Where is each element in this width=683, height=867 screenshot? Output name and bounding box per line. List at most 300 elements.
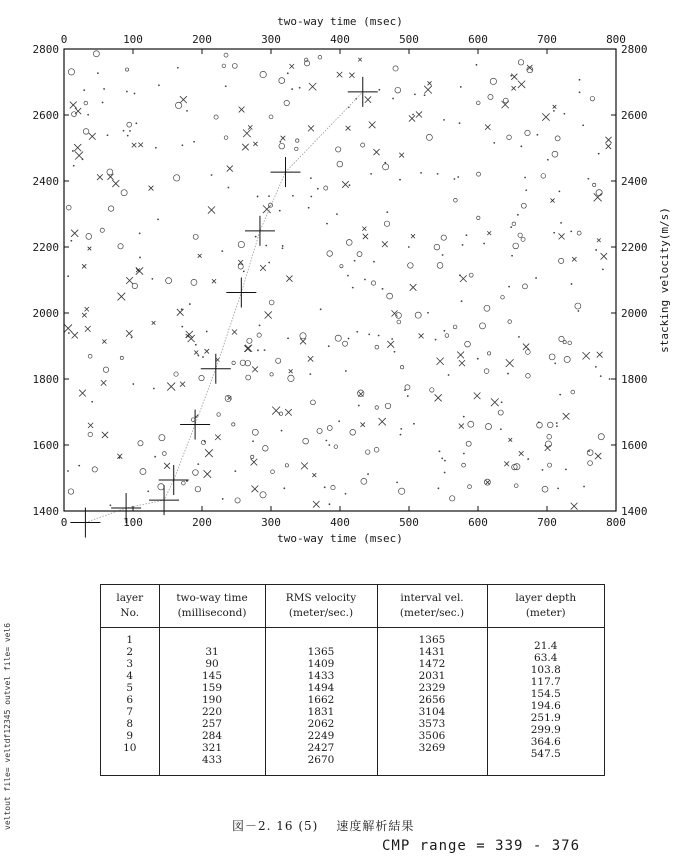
semblance-cross bbox=[272, 407, 280, 415]
semblance-cross bbox=[416, 111, 422, 117]
semblance-dot bbox=[493, 142, 495, 144]
semblance-cross bbox=[553, 105, 557, 109]
semblance-cross bbox=[242, 144, 249, 151]
semblance-dot bbox=[135, 122, 137, 124]
semblance-dot bbox=[570, 230, 572, 232]
semblance-dot bbox=[222, 498, 224, 500]
semblance-circle bbox=[587, 450, 593, 456]
cell-interval-vel: 2031 bbox=[418, 670, 446, 682]
semblance-dot bbox=[310, 177, 312, 179]
x-tick-label-top: 500 bbox=[399, 33, 419, 46]
semblance-circle bbox=[484, 369, 489, 374]
semblance-dot bbox=[364, 279, 366, 281]
semblance-cross bbox=[88, 423, 93, 428]
semblance-dot bbox=[507, 373, 509, 375]
semblance-circle bbox=[526, 350, 531, 355]
cell-layer-depth: 63.4 bbox=[534, 652, 558, 664]
semblance-cross bbox=[167, 383, 175, 391]
semblance-dot bbox=[378, 89, 380, 91]
semblance-dot bbox=[394, 351, 396, 353]
semblance-dot bbox=[427, 312, 429, 314]
semblance-dot bbox=[348, 338, 350, 340]
semblance-cross bbox=[208, 206, 215, 213]
y-tick-label-right: 2800 bbox=[621, 43, 648, 56]
semblance-cross bbox=[411, 234, 415, 238]
semblance-dot bbox=[328, 444, 330, 446]
semblance-circle bbox=[238, 241, 244, 247]
semblance-dot bbox=[460, 86, 462, 88]
semblance-circle bbox=[285, 464, 288, 467]
semblance-cross bbox=[252, 367, 258, 373]
semblance-circle bbox=[159, 435, 165, 441]
semblance-dot bbox=[336, 213, 338, 215]
semblance-dot bbox=[157, 219, 159, 221]
semblance-dot bbox=[153, 388, 155, 390]
cell-layer-depth: 547.5 bbox=[530, 748, 561, 760]
semblance-dot bbox=[553, 232, 555, 234]
x-tick-label-bottom: 400 bbox=[330, 516, 350, 529]
semblance-circle bbox=[247, 338, 252, 343]
semblance-cross bbox=[138, 142, 143, 147]
semblance-dot bbox=[373, 261, 375, 263]
semblance-dot bbox=[525, 189, 527, 191]
figure-number: 図－2. 16 (5) bbox=[232, 819, 319, 833]
x-axis-title-top: two-way time (msec) bbox=[277, 15, 403, 28]
semblance-cross bbox=[502, 101, 509, 108]
semblance-circle bbox=[521, 237, 525, 241]
semblance-circle bbox=[193, 234, 198, 239]
semblance-circle bbox=[508, 320, 512, 324]
semblance-cross bbox=[597, 352, 603, 358]
cell-layers: 10 bbox=[123, 742, 137, 754]
semblance-dot bbox=[252, 440, 254, 442]
semblance-dot bbox=[476, 64, 478, 66]
semblance-dot bbox=[524, 177, 526, 179]
semblance-dot bbox=[420, 172, 422, 174]
semblance-circle bbox=[526, 373, 531, 378]
semblance-cross bbox=[399, 153, 404, 158]
semblance-dot bbox=[508, 286, 510, 288]
semblance-dot bbox=[442, 254, 444, 256]
semblance-cross bbox=[382, 241, 388, 247]
semblance-circle bbox=[191, 279, 197, 285]
semblance-circle bbox=[445, 334, 449, 338]
cell-interval-vel: 3573 bbox=[418, 718, 446, 730]
semblance-cross bbox=[362, 227, 366, 231]
semblance-cross bbox=[204, 349, 209, 354]
semblance-circle bbox=[518, 60, 524, 66]
semblance-cross bbox=[97, 174, 103, 180]
picked-velocity-trend bbox=[85, 92, 362, 523]
semblance-dot bbox=[139, 232, 141, 234]
cell-two-way-time: 145 bbox=[201, 670, 223, 682]
cell-interval-vel: 3506 bbox=[418, 730, 446, 742]
semblance-circle bbox=[469, 273, 473, 277]
semblance-cross bbox=[245, 345, 252, 352]
semblance-dot bbox=[82, 158, 84, 160]
semblance-dot bbox=[579, 79, 581, 81]
cell-interval-vel: 3269 bbox=[418, 742, 446, 754]
semblance-circle bbox=[303, 438, 309, 444]
semblance-cross bbox=[369, 122, 376, 129]
semblance-circle bbox=[195, 486, 200, 491]
semblance-cross bbox=[342, 181, 349, 188]
semblance-circle bbox=[121, 190, 127, 196]
cell-two-way-time: 159 bbox=[201, 682, 223, 694]
semblance-dot bbox=[553, 110, 555, 112]
semblance-dot bbox=[557, 487, 559, 489]
semblance-cross bbox=[550, 198, 554, 202]
semblance-circle bbox=[331, 485, 335, 489]
semblance-dot bbox=[595, 249, 597, 251]
semblance-cross bbox=[74, 144, 81, 151]
semblance-cross bbox=[459, 424, 464, 429]
semblance-cross bbox=[435, 394, 442, 401]
semblance-dot bbox=[287, 72, 289, 74]
x-axis-title-bottom: two-way time (msec) bbox=[277, 532, 403, 545]
semblance-dot bbox=[243, 270, 245, 272]
semblance-dot bbox=[97, 72, 99, 74]
cell-rms-velocity: 1365 bbox=[307, 646, 335, 658]
column-two-way-time bbox=[159, 628, 265, 776]
semblance-dot bbox=[556, 425, 558, 427]
semblance-cross bbox=[248, 125, 252, 129]
semblance-dot bbox=[400, 428, 402, 430]
semblance-dot bbox=[510, 75, 512, 77]
semblance-cross bbox=[194, 350, 198, 354]
semblance-dot bbox=[264, 349, 266, 351]
semblance-cross bbox=[545, 445, 551, 451]
semblance-circle bbox=[507, 135, 512, 140]
x-tick-label-top: 300 bbox=[261, 33, 281, 46]
semblance-circle bbox=[462, 463, 466, 467]
semblance-dot bbox=[83, 89, 85, 91]
semblance-cross bbox=[212, 279, 216, 283]
cell-rms-velocity: 2427 bbox=[307, 742, 335, 754]
semblance-circle bbox=[276, 358, 281, 363]
cell-interval-vel: 1472 bbox=[418, 658, 446, 670]
semblance-circle bbox=[476, 101, 480, 105]
semblance-dot bbox=[78, 465, 80, 467]
semblance-dot bbox=[177, 67, 179, 69]
semblance-dot bbox=[609, 378, 611, 380]
semblance-circle bbox=[288, 375, 294, 381]
semblance-circle bbox=[66, 205, 71, 210]
semblance-circle bbox=[181, 481, 185, 485]
semblance-circle bbox=[269, 115, 273, 119]
semblance-cross bbox=[227, 166, 233, 172]
semblance-circle bbox=[257, 333, 261, 337]
semblance-circle bbox=[100, 228, 104, 232]
cell-layers: 4 bbox=[126, 670, 134, 682]
semblance-circle bbox=[271, 470, 275, 474]
semblance-dot bbox=[457, 176, 459, 178]
semblance-circle bbox=[162, 452, 166, 456]
semblance-dot bbox=[129, 130, 131, 132]
semblance-dot bbox=[68, 332, 70, 334]
semblance-dot bbox=[328, 345, 330, 347]
semblance-cross bbox=[118, 293, 126, 301]
semblance-cross bbox=[511, 74, 517, 80]
semblance-dot bbox=[536, 134, 538, 136]
semblance-dot bbox=[560, 222, 562, 224]
semblance-cross bbox=[216, 358, 220, 362]
semblance-circle bbox=[269, 300, 274, 305]
semblance-dot bbox=[324, 486, 326, 488]
semblance-dot bbox=[483, 243, 485, 245]
y-tick-label-right: 2600 bbox=[621, 109, 648, 122]
semblance-dot bbox=[520, 145, 522, 147]
semblance-cross bbox=[88, 247, 92, 251]
semblance-dot bbox=[547, 159, 549, 161]
semblance-circle bbox=[477, 216, 480, 219]
semblance-circle bbox=[559, 258, 564, 263]
cell-rms-velocity: 2062 bbox=[307, 718, 335, 730]
semblance-dot bbox=[291, 88, 293, 90]
semblance-circle bbox=[270, 373, 273, 376]
semblance-dot bbox=[329, 503, 331, 505]
semblance-circle bbox=[598, 434, 604, 440]
semblance-cross bbox=[487, 231, 491, 235]
cell-layers: 2 bbox=[126, 646, 134, 658]
semblance-cross bbox=[601, 253, 608, 260]
semblance-circle bbox=[498, 410, 503, 415]
semblance-circle bbox=[514, 484, 518, 488]
semblance-circle bbox=[541, 174, 546, 179]
semblance-dot bbox=[396, 481, 398, 483]
semblance-cross bbox=[582, 352, 589, 359]
semblance-dot bbox=[391, 338, 393, 340]
header-interval-vel: interval vel. (meter/sec.) bbox=[377, 585, 487, 628]
semblance-dot bbox=[268, 195, 270, 197]
semblance-circle bbox=[555, 136, 560, 141]
semblance-cross bbox=[152, 321, 156, 325]
semblance-cross bbox=[72, 332, 78, 338]
semblance-dot bbox=[600, 375, 602, 377]
semblance-dot bbox=[412, 114, 414, 116]
cell-two-way-time: 284 bbox=[201, 730, 223, 742]
column-interval-vel bbox=[377, 628, 487, 776]
semblance-dot bbox=[282, 245, 284, 247]
semblance-circle bbox=[199, 375, 204, 380]
semblance-cross bbox=[424, 86, 432, 94]
semblance-circle bbox=[559, 336, 564, 341]
x-tick-label-bottom: 200 bbox=[192, 516, 212, 529]
x-tick-label-top: 400 bbox=[330, 33, 350, 46]
semblance-dot bbox=[518, 336, 520, 338]
semblance-dot bbox=[356, 331, 358, 333]
cell-rms-velocity: 2249 bbox=[307, 730, 335, 742]
semblance-dot bbox=[582, 124, 584, 126]
semblance-circle bbox=[437, 263, 443, 269]
y-tick-label-left: 2800 bbox=[32, 43, 59, 56]
semblance-circle bbox=[88, 354, 92, 358]
semblance-circle bbox=[174, 372, 178, 376]
semblance-cross bbox=[132, 143, 136, 147]
cell-interval-vel: 2329 bbox=[418, 682, 446, 694]
semblance-cross bbox=[511, 86, 515, 90]
semblance-cross bbox=[251, 459, 258, 466]
semblance-dot bbox=[91, 401, 93, 403]
semblance-cross bbox=[308, 356, 313, 361]
semblance-dot bbox=[345, 493, 347, 495]
semblance-cross bbox=[112, 180, 119, 187]
semblance-circle bbox=[542, 486, 548, 492]
semblance-circle bbox=[193, 470, 199, 476]
semblance-circle bbox=[405, 385, 410, 390]
plot-frame bbox=[64, 49, 616, 511]
semblance-circle bbox=[465, 341, 471, 347]
semblance-cross bbox=[605, 137, 611, 143]
semblance-dot bbox=[462, 244, 464, 246]
semblance-circle bbox=[166, 278, 172, 284]
semblance-dot bbox=[384, 162, 386, 164]
semblance-dot bbox=[211, 174, 213, 176]
semblance-dot bbox=[127, 135, 129, 137]
x-tick-label-top: 700 bbox=[537, 33, 557, 46]
semblance-dot bbox=[443, 330, 445, 332]
semblance-cross bbox=[263, 205, 271, 213]
semblance-dot bbox=[542, 469, 544, 471]
semblance-circle bbox=[374, 447, 379, 452]
x-tick-label-bottom: 700 bbox=[537, 516, 557, 529]
semblance-circle bbox=[357, 252, 362, 257]
cell-interval-vel: 1365 bbox=[418, 634, 446, 646]
semblance-dot bbox=[563, 113, 565, 115]
semblance-cross bbox=[474, 392, 481, 399]
semblance-dot bbox=[438, 487, 440, 489]
semblance-circle bbox=[232, 63, 237, 68]
semblance-cross bbox=[265, 311, 272, 318]
semblance-cross bbox=[289, 64, 294, 69]
semblance-dot bbox=[400, 434, 402, 436]
semblance-circle bbox=[327, 251, 333, 257]
semblance-cross bbox=[363, 234, 368, 239]
semblance-circle bbox=[571, 390, 575, 394]
semblance-cross bbox=[594, 193, 602, 201]
x-tick-label-bottom: 600 bbox=[468, 516, 488, 529]
semblance-circle bbox=[575, 303, 581, 309]
semblance-dot bbox=[556, 422, 558, 424]
semblance-circle bbox=[375, 345, 379, 349]
semblance-dot bbox=[477, 358, 479, 360]
semblance-dot bbox=[577, 310, 579, 312]
semblance-circle bbox=[217, 413, 221, 417]
semblance-dot bbox=[308, 207, 310, 209]
semblance-dot bbox=[186, 110, 188, 112]
semblance-dot bbox=[320, 308, 322, 310]
semblance-dot bbox=[392, 98, 394, 100]
cell-layer-depth: 21.4 bbox=[534, 640, 558, 652]
semblance-dot bbox=[234, 470, 236, 472]
semblance-dot bbox=[583, 486, 585, 488]
semblance-cross bbox=[79, 390, 86, 397]
semblance-circle bbox=[175, 102, 181, 108]
semblance-dot bbox=[454, 178, 456, 180]
semblance-cross bbox=[177, 309, 184, 316]
semblance-circle bbox=[235, 498, 240, 503]
semblance-dot bbox=[602, 269, 604, 271]
semblance-cross bbox=[309, 83, 316, 90]
semblance-circle bbox=[342, 341, 347, 346]
semblance-cross bbox=[572, 257, 576, 261]
y-tick-label-right: 1400 bbox=[621, 505, 648, 518]
semblance-dot bbox=[139, 257, 141, 259]
semblance-cross bbox=[606, 144, 611, 149]
semblance-dot bbox=[193, 141, 195, 143]
semblance-circle bbox=[84, 101, 88, 105]
semblance-circle bbox=[479, 323, 485, 329]
semblance-dot bbox=[257, 349, 259, 351]
semblance-circle bbox=[350, 429, 356, 435]
semblance-dot bbox=[287, 337, 289, 339]
semblance-cross bbox=[251, 485, 258, 492]
semblance-dot bbox=[155, 147, 157, 149]
cmp-range: CMP range = 339 - 376 bbox=[382, 838, 581, 854]
cell-layer-depth: 117.7 bbox=[530, 676, 561, 688]
cell-two-way-time: 220 bbox=[201, 706, 223, 718]
semblance-cross bbox=[149, 186, 154, 191]
cell-layers: 1 bbox=[126, 634, 134, 646]
semblance-dot bbox=[132, 383, 134, 385]
semblance-dot bbox=[283, 487, 285, 489]
semblance-circle bbox=[72, 112, 77, 117]
semblance-dot bbox=[461, 300, 463, 302]
semblance-circle bbox=[568, 341, 572, 345]
semblance-circle bbox=[361, 478, 367, 484]
semblance-circle bbox=[324, 186, 328, 190]
cell-rms-velocity: 1494 bbox=[307, 682, 335, 694]
semblance-dot bbox=[370, 173, 372, 175]
semblance-circle bbox=[430, 388, 434, 392]
semblance-cross bbox=[313, 501, 320, 508]
semblance-circle bbox=[246, 375, 251, 380]
y-tick-label-left: 2200 bbox=[32, 241, 59, 254]
semblance-dot bbox=[511, 255, 513, 257]
semblance-dot bbox=[259, 324, 261, 326]
figure-caption bbox=[232, 817, 414, 834]
y-axis-title: stacking velocity(m/s) bbox=[658, 207, 671, 353]
semblance-cross bbox=[180, 382, 185, 387]
semblance-circle bbox=[173, 175, 179, 181]
semblance-cross bbox=[312, 473, 316, 477]
semblance-cross bbox=[485, 124, 490, 129]
velocity-table bbox=[100, 584, 605, 776]
semblance-cross bbox=[427, 81, 431, 85]
semblance-circle bbox=[334, 445, 338, 449]
semblance-dot bbox=[87, 114, 89, 116]
semblance-dot bbox=[349, 184, 351, 186]
semblance-dot bbox=[204, 441, 206, 443]
semblance-dot bbox=[352, 287, 354, 289]
semblance-circle bbox=[513, 243, 519, 249]
x-tick-label-top: 0 bbox=[60, 33, 68, 46]
semblance-dot bbox=[358, 405, 360, 407]
semblance-cross bbox=[82, 264, 86, 268]
semblance-circle bbox=[490, 78, 496, 84]
semblance-dot bbox=[189, 303, 191, 305]
semblance-dot bbox=[206, 331, 208, 333]
header-two-way-time: two-way time (millisecond) bbox=[159, 585, 265, 628]
semblance-circle bbox=[327, 426, 332, 431]
semblance-cross bbox=[289, 369, 293, 373]
semblance-circle bbox=[346, 239, 352, 245]
semblance-circle bbox=[224, 53, 228, 57]
semblance-circle bbox=[454, 198, 458, 202]
semblance-circle bbox=[222, 64, 226, 68]
cell-two-way-time: 31 bbox=[205, 646, 219, 658]
semblance-dot bbox=[73, 165, 75, 167]
